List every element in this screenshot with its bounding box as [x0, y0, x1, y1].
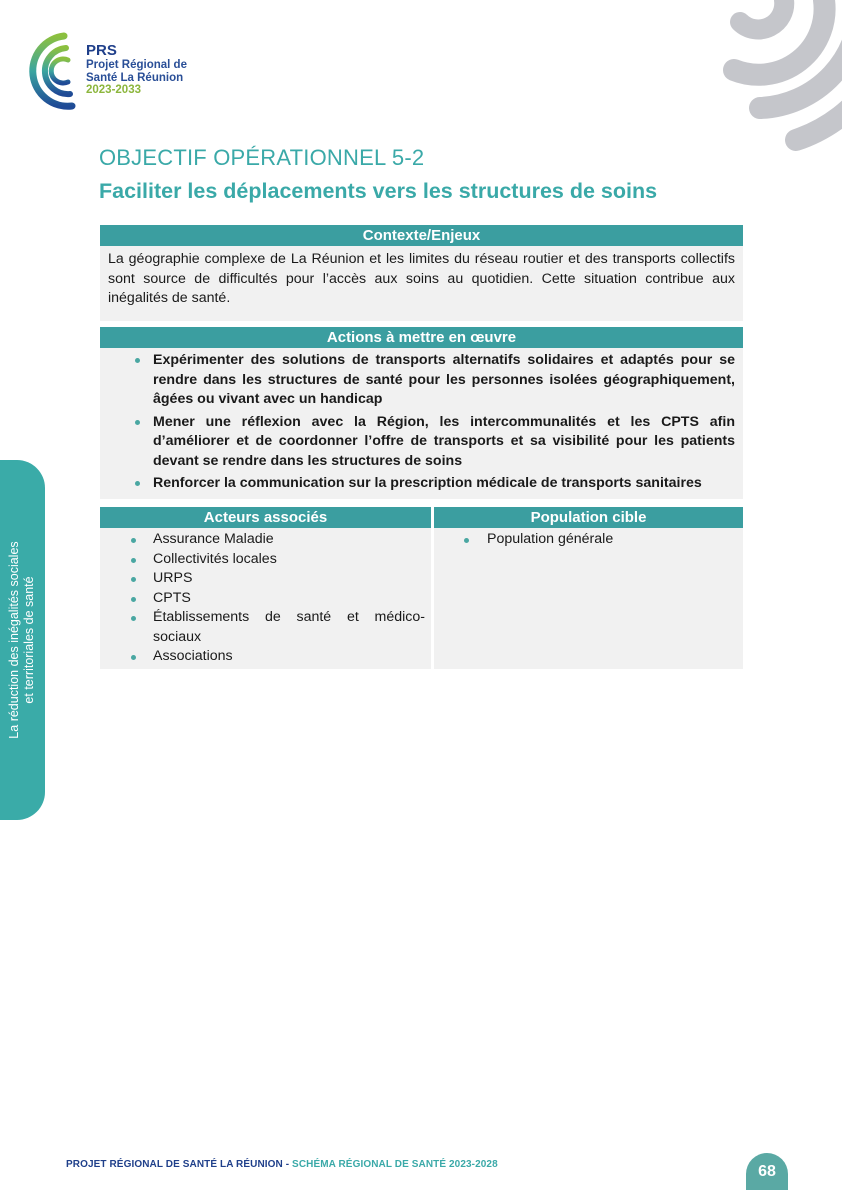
- actions-list: [108, 351, 735, 494]
- actor-item: [106, 550, 425, 570]
- logo-line1: Projet Régional de: [86, 59, 187, 71]
- page-number: 68: [746, 1153, 788, 1190]
- bullet-icon: [135, 420, 140, 425]
- action-text: Renforcer la communication sur la prescription médicale de transports sanitaires: [153, 475, 702, 491]
- context-header: Contexte/Enjeux: [100, 225, 743, 246]
- bullet-icon: [131, 558, 136, 563]
- bullet-icon: [131, 597, 136, 602]
- actor-text: Collectivités locales: [153, 550, 277, 567]
- prs-logo: [24, 30, 224, 112]
- footer-project: PROJET RÉGIONAL DE SANTÉ LA RÉUNION: [66, 1159, 283, 1170]
- objective-title: Faciliter les déplacements vers les structures de soins: [99, 179, 658, 203]
- bullet-icon: [131, 616, 136, 621]
- context-text: La géographie complexe de La Réunion et les limites du réseau routier et des transports collectifs sont source de difficultés pour l’accès aux soins au quotidien. Cette situation contribue aux inégalités de santé.: [100, 246, 743, 321]
- action-item: [108, 413, 735, 472]
- logo-years: 2023-2033: [86, 84, 141, 96]
- actions-header: Actions à mettre en œuvre: [100, 327, 743, 348]
- footer-separator: -: [282, 1159, 293, 1170]
- population-text: Population générale: [487, 531, 614, 547]
- population-column: [434, 507, 743, 669]
- logo-arcs-icon: [24, 30, 84, 112]
- actor-text: CPTS: [153, 589, 191, 606]
- logo-line2: Santé La Réunion: [86, 71, 184, 84]
- bullet-icon: [131, 655, 136, 660]
- actor-text: URPS: [153, 570, 193, 586]
- actor-item: [106, 647, 425, 667]
- actors-list: [106, 530, 425, 667]
- chapter-side-tab: [0, 460, 45, 820]
- objective-label: OBJECTIF OPÉRATIONNEL 5-2: [99, 145, 425, 170]
- actors-column: [100, 507, 431, 669]
- actions-section: [100, 327, 743, 499]
- actor-text: Assurance Maladie: [153, 531, 274, 547]
- side-tab-line1: La réduction des inégalités sociales: [7, 541, 21, 739]
- decorative-arcs-icon: [702, 0, 842, 160]
- footer: [66, 1159, 498, 1170]
- bullet-icon: [131, 577, 136, 582]
- population-item: [440, 530, 737, 550]
- action-text: Expérimenter des solutions de transports alternatifs solidaires et adaptés pour se rendre dans les structures de santé pour les personnes isolées géographiquement, âgées ou vivant avec un handicap: [153, 352, 735, 407]
- actor-item: [106, 589, 425, 609]
- actor-item: [106, 608, 425, 647]
- population-header: Population cible: [434, 507, 743, 528]
- actor-item: [106, 530, 425, 550]
- context-section: [100, 225, 743, 321]
- bullet-icon: [135, 358, 140, 363]
- action-item: [108, 351, 735, 410]
- actor-text: Établissements de santé et médico-sociaux: [153, 609, 425, 645]
- bullet-icon: [464, 538, 469, 543]
- bullet-icon: [135, 481, 140, 486]
- actor-text: Associations: [153, 648, 233, 664]
- action-item: [108, 474, 735, 494]
- actor-item: [106, 569, 425, 589]
- actors-header: Acteurs associés: [100, 507, 431, 528]
- population-list: [440, 530, 737, 550]
- action-text: Mener une réflexion avec la Région, les intercommunalités et les CPTS afin d’améliorer et de coordonner l’offre de transports et sa visibilité pour les patients devant se rendre dans les structures de soins: [153, 413, 735, 469]
- actors-population-section: [100, 507, 743, 669]
- side-tab-line2: et territoriales de santé: [22, 576, 36, 704]
- footer-scheme: SCHÉMA RÉGIONAL DE SANTÉ 2023-2028: [292, 1159, 498, 1170]
- bullet-icon: [131, 538, 136, 543]
- logo-acronym: PRS: [86, 42, 117, 59]
